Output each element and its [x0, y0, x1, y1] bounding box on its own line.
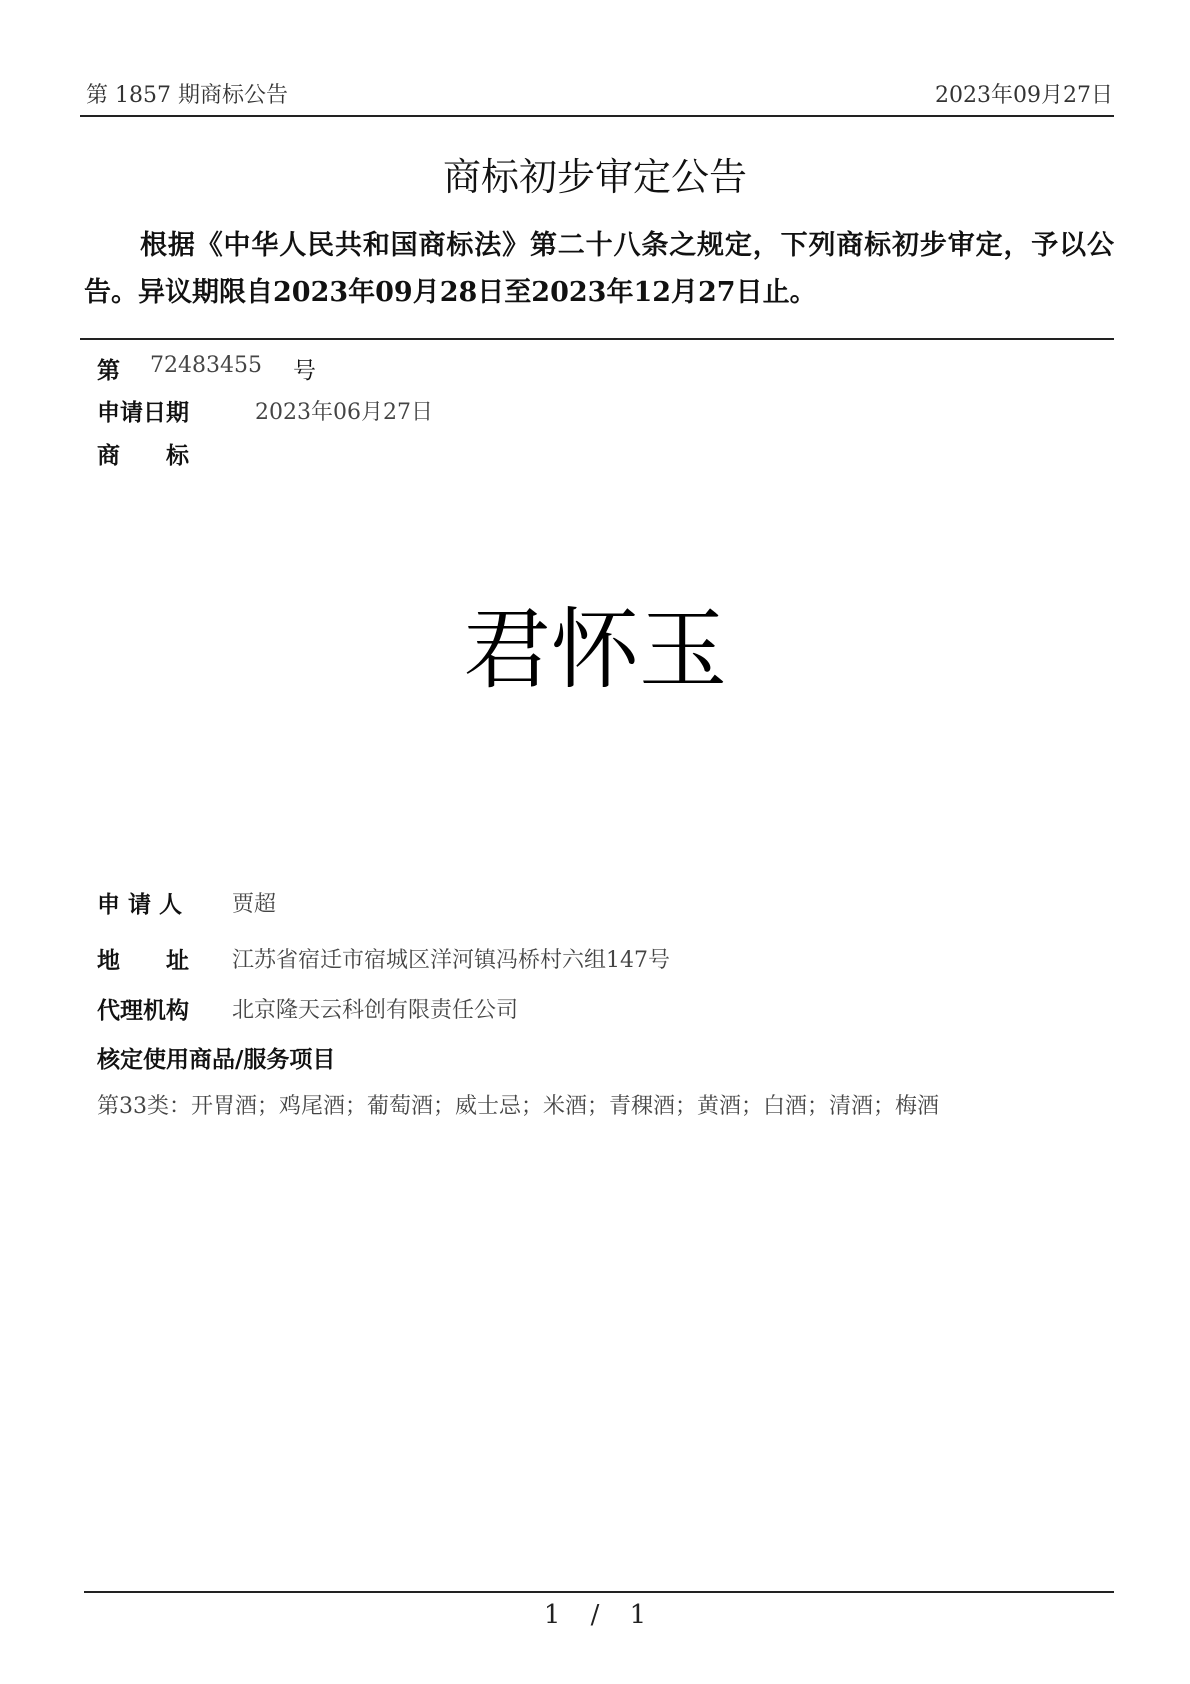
header-divider [80, 115, 1114, 117]
application-date: 2023年06月27日 [255, 400, 433, 425]
applicant-name: 贾超 [232, 892, 277, 917]
issue-number: 第 1857 期商标公告 [86, 83, 288, 108]
goods-services-list: 第33类：开胃酒；鸡尾酒；葡萄酒；威士忌；米酒；青稞酒；黄酒；白酒；清酒；梅酒 [97, 1094, 939, 1119]
trademark-label: 商 标 [97, 442, 189, 469]
issue-date: 2023年09月27日 [935, 83, 1113, 108]
intro-divider [80, 338, 1114, 340]
announcement-intro: 根据《中华人民共和国商标法》第二十八条之规定，下列商标初步审定，予以公告。异议期限自2023年09月28日至2023年12月27日止。 [84, 230, 1114, 308]
application-date-label: 申请日期 [97, 399, 189, 426]
address-label: 地 址 [97, 947, 189, 974]
applicant-address: 江苏省宿迁市宿城区洋河镇冯桥村六组147号 [232, 948, 670, 973]
page-title: 商标初步审定公告 [442, 155, 747, 199]
footer-divider [84, 1591, 1114, 1593]
agency-name: 北京隆天云科创有限责任公司 [232, 998, 519, 1023]
applicant-label: 申 请 人 [97, 891, 183, 918]
page-number: 1 / 1 [543, 1600, 647, 1630]
goods-services-label: 核定使用商品/服务项目 [97, 1046, 336, 1073]
number-suffix-label: 号 [293, 358, 316, 384]
registration-number: 72483455 [150, 353, 262, 378]
agency-label: 代理机构 [97, 997, 189, 1024]
number-prefix-label: 第 [97, 357, 120, 384]
trademark-image-text: 君怀玉 [462, 598, 727, 701]
